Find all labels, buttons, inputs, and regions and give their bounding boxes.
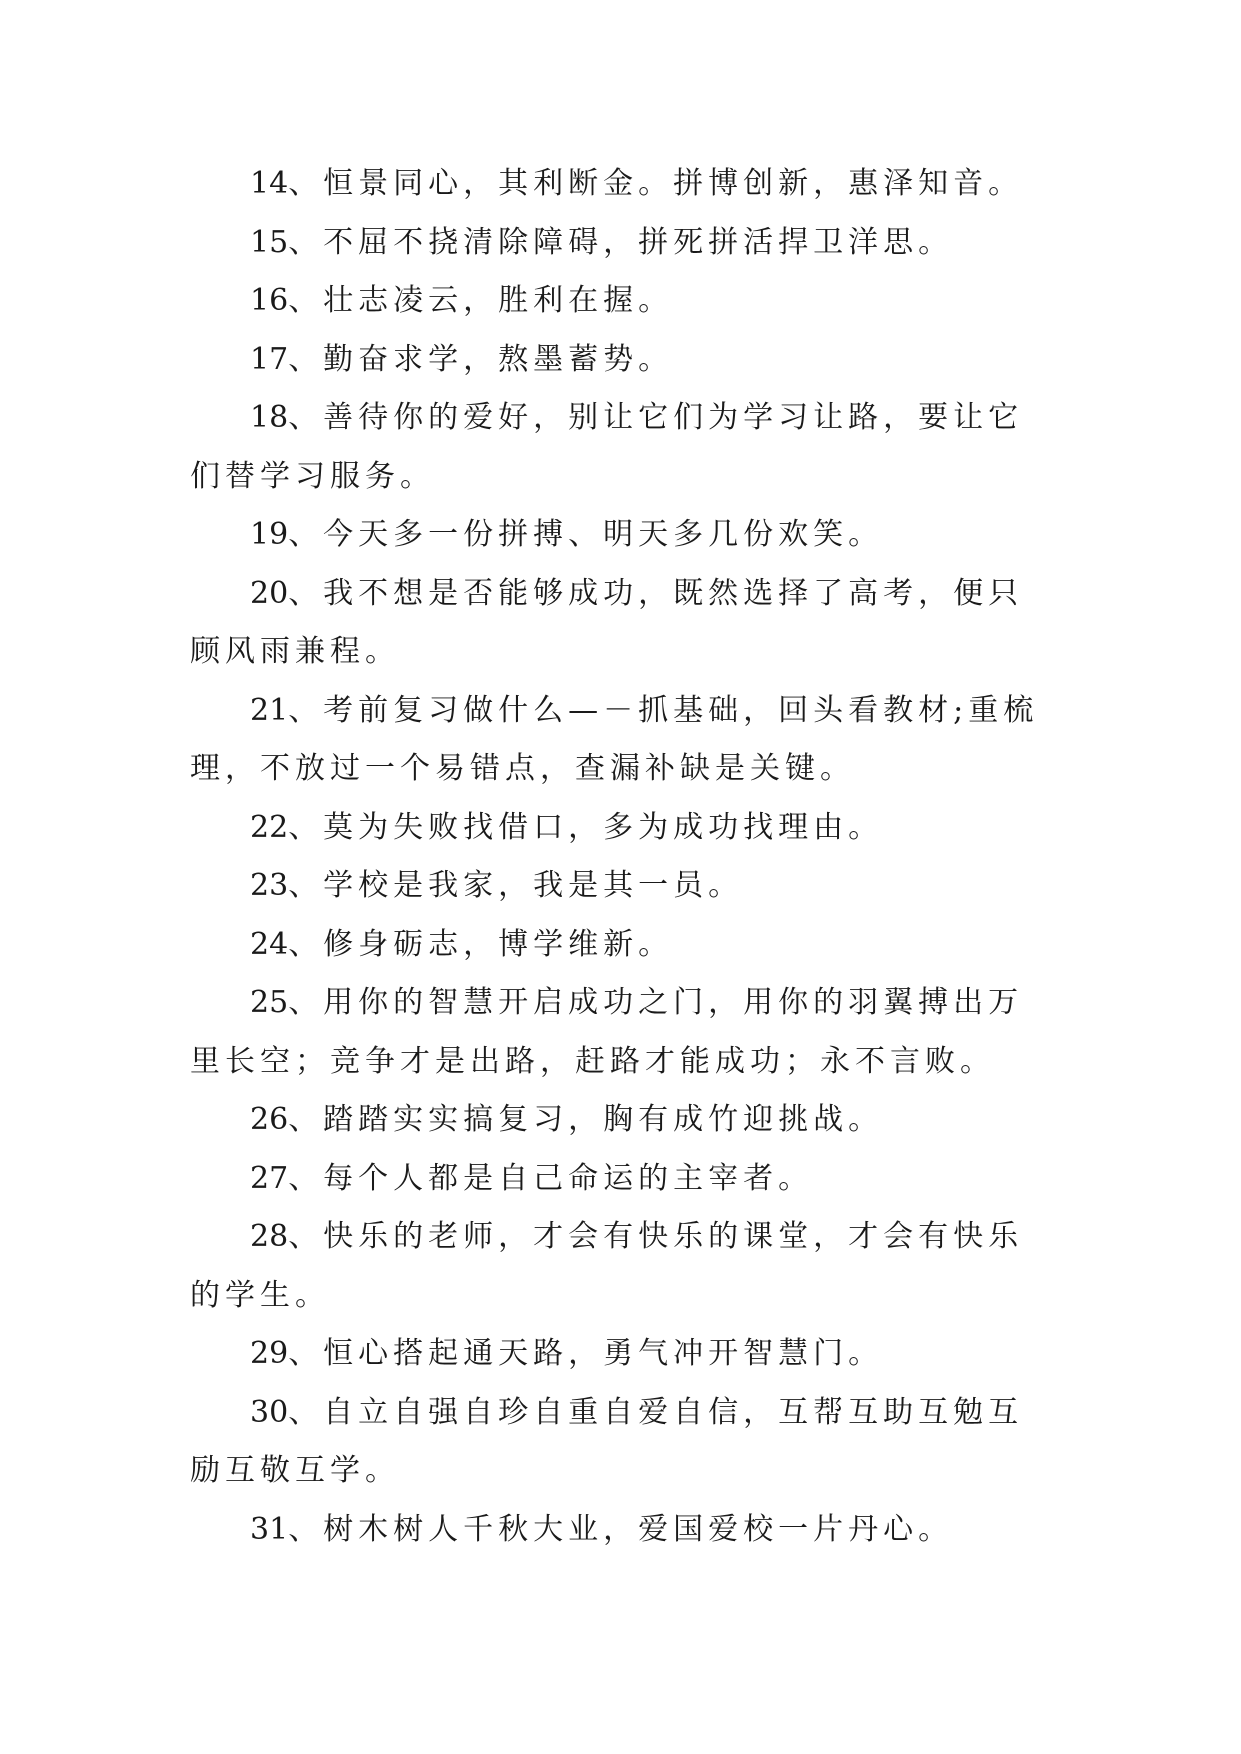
item-number: 30 <box>250 1394 289 1430</box>
slogan-paragraph <box>190 272 1052 331</box>
item-number: 21 <box>250 692 289 728</box>
item-number: 26 <box>250 1102 289 1137</box>
item-number: 20 <box>250 575 289 611</box>
slogan-paragraph <box>190 974 1052 1091</box>
item-number: 23 <box>250 868 289 903</box>
slogan-paragraph <box>190 1091 1052 1150</box>
item-text: 、用你的智慧开启成功之门，用你的羽翼搏出万里长空；竞争才是出路，赶路才能成功；永不言败。 <box>190 985 1024 1079</box>
slogan-paragraph <box>190 1150 1052 1209</box>
item-text: 、踏踏实实搞复习，胸有成竹迎挑战。 <box>288 1102 884 1137</box>
item-text: 、恒景同心，其利断金。拼博创新，惠泽知音。 <box>288 166 1024 201</box>
item-text: 、每个人都是自己命运的主宰者。 <box>288 1160 814 1196</box>
slogan-paragraph <box>190 214 1052 273</box>
item-text: 、学校是我家，我是其一员。 <box>288 868 744 903</box>
item-text: 、树木树人千秋大业，爱国爱校一片丹心。 <box>288 1511 954 1547</box>
item-text: 、考前复习做什么—－抓基础，回头看教材;重梳理，不放过一个易错点，查漏补缺是关键。 <box>190 692 1039 786</box>
item-number: 14 <box>250 166 289 201</box>
item-text: 、不屈不挠清除障碍，拼死拼活捍卫洋思。 <box>288 224 954 260</box>
item-number: 25 <box>250 985 289 1020</box>
slogan-paragraph <box>190 565 1052 682</box>
item-text: 、我不想是否能够成功，既然选择了高考，便只顾风雨兼程。 <box>190 575 1024 669</box>
item-text: 、壮志凌云，胜利在握。 <box>288 283 674 318</box>
item-text: 、修身砺志，博学维新。 <box>288 926 674 962</box>
item-text: 、勤奋求学，熬墨蓄势。 <box>288 341 674 377</box>
slogan-paragraph <box>190 799 1052 858</box>
item-text: 、善待你的爱好，别让它们为学习让路，要让它们替学习服务。 <box>190 400 1024 494</box>
item-number: 15 <box>250 224 289 260</box>
item-text: 、莫为失败找借口，多为成功找理由。 <box>288 809 884 845</box>
slogan-paragraph <box>190 1325 1052 1384</box>
item-number: 18 <box>250 400 289 435</box>
slogan-paragraph <box>190 1501 1052 1560</box>
document-page <box>190 155 1052 1559</box>
item-text: 、快乐的老师，才会有快乐的课堂，才会有快乐的学生。 <box>190 1219 1024 1313</box>
slogan-paragraph <box>190 389 1052 506</box>
slogan-paragraph <box>190 916 1052 975</box>
item-number: 16 <box>250 283 289 318</box>
item-number: 28 <box>250 1219 289 1254</box>
item-text: 、自立自强自珍自重自爱自信，互帮互助互勉互励互敬互学。 <box>190 1394 1024 1488</box>
item-number: 27 <box>250 1160 289 1196</box>
slogan-paragraph <box>190 506 1052 565</box>
slogan-paragraph <box>190 1208 1052 1325</box>
item-number: 24 <box>250 926 289 962</box>
slogan-paragraph <box>190 857 1052 916</box>
item-number: 17 <box>250 341 289 377</box>
item-number: 22 <box>250 809 289 845</box>
item-number: 29 <box>250 1336 289 1371</box>
item-number: 19 <box>250 517 289 552</box>
slogan-paragraph <box>190 331 1052 390</box>
item-text: 、今天多一份拼搏、明天多几份欢笑。 <box>288 517 884 552</box>
item-number: 31 <box>250 1511 289 1547</box>
slogan-paragraph <box>190 155 1052 214</box>
item-text: 、恒心搭起通天路，勇气冲开智慧门。 <box>288 1336 884 1371</box>
slogan-paragraph <box>190 682 1052 799</box>
slogan-paragraph <box>190 1384 1052 1501</box>
